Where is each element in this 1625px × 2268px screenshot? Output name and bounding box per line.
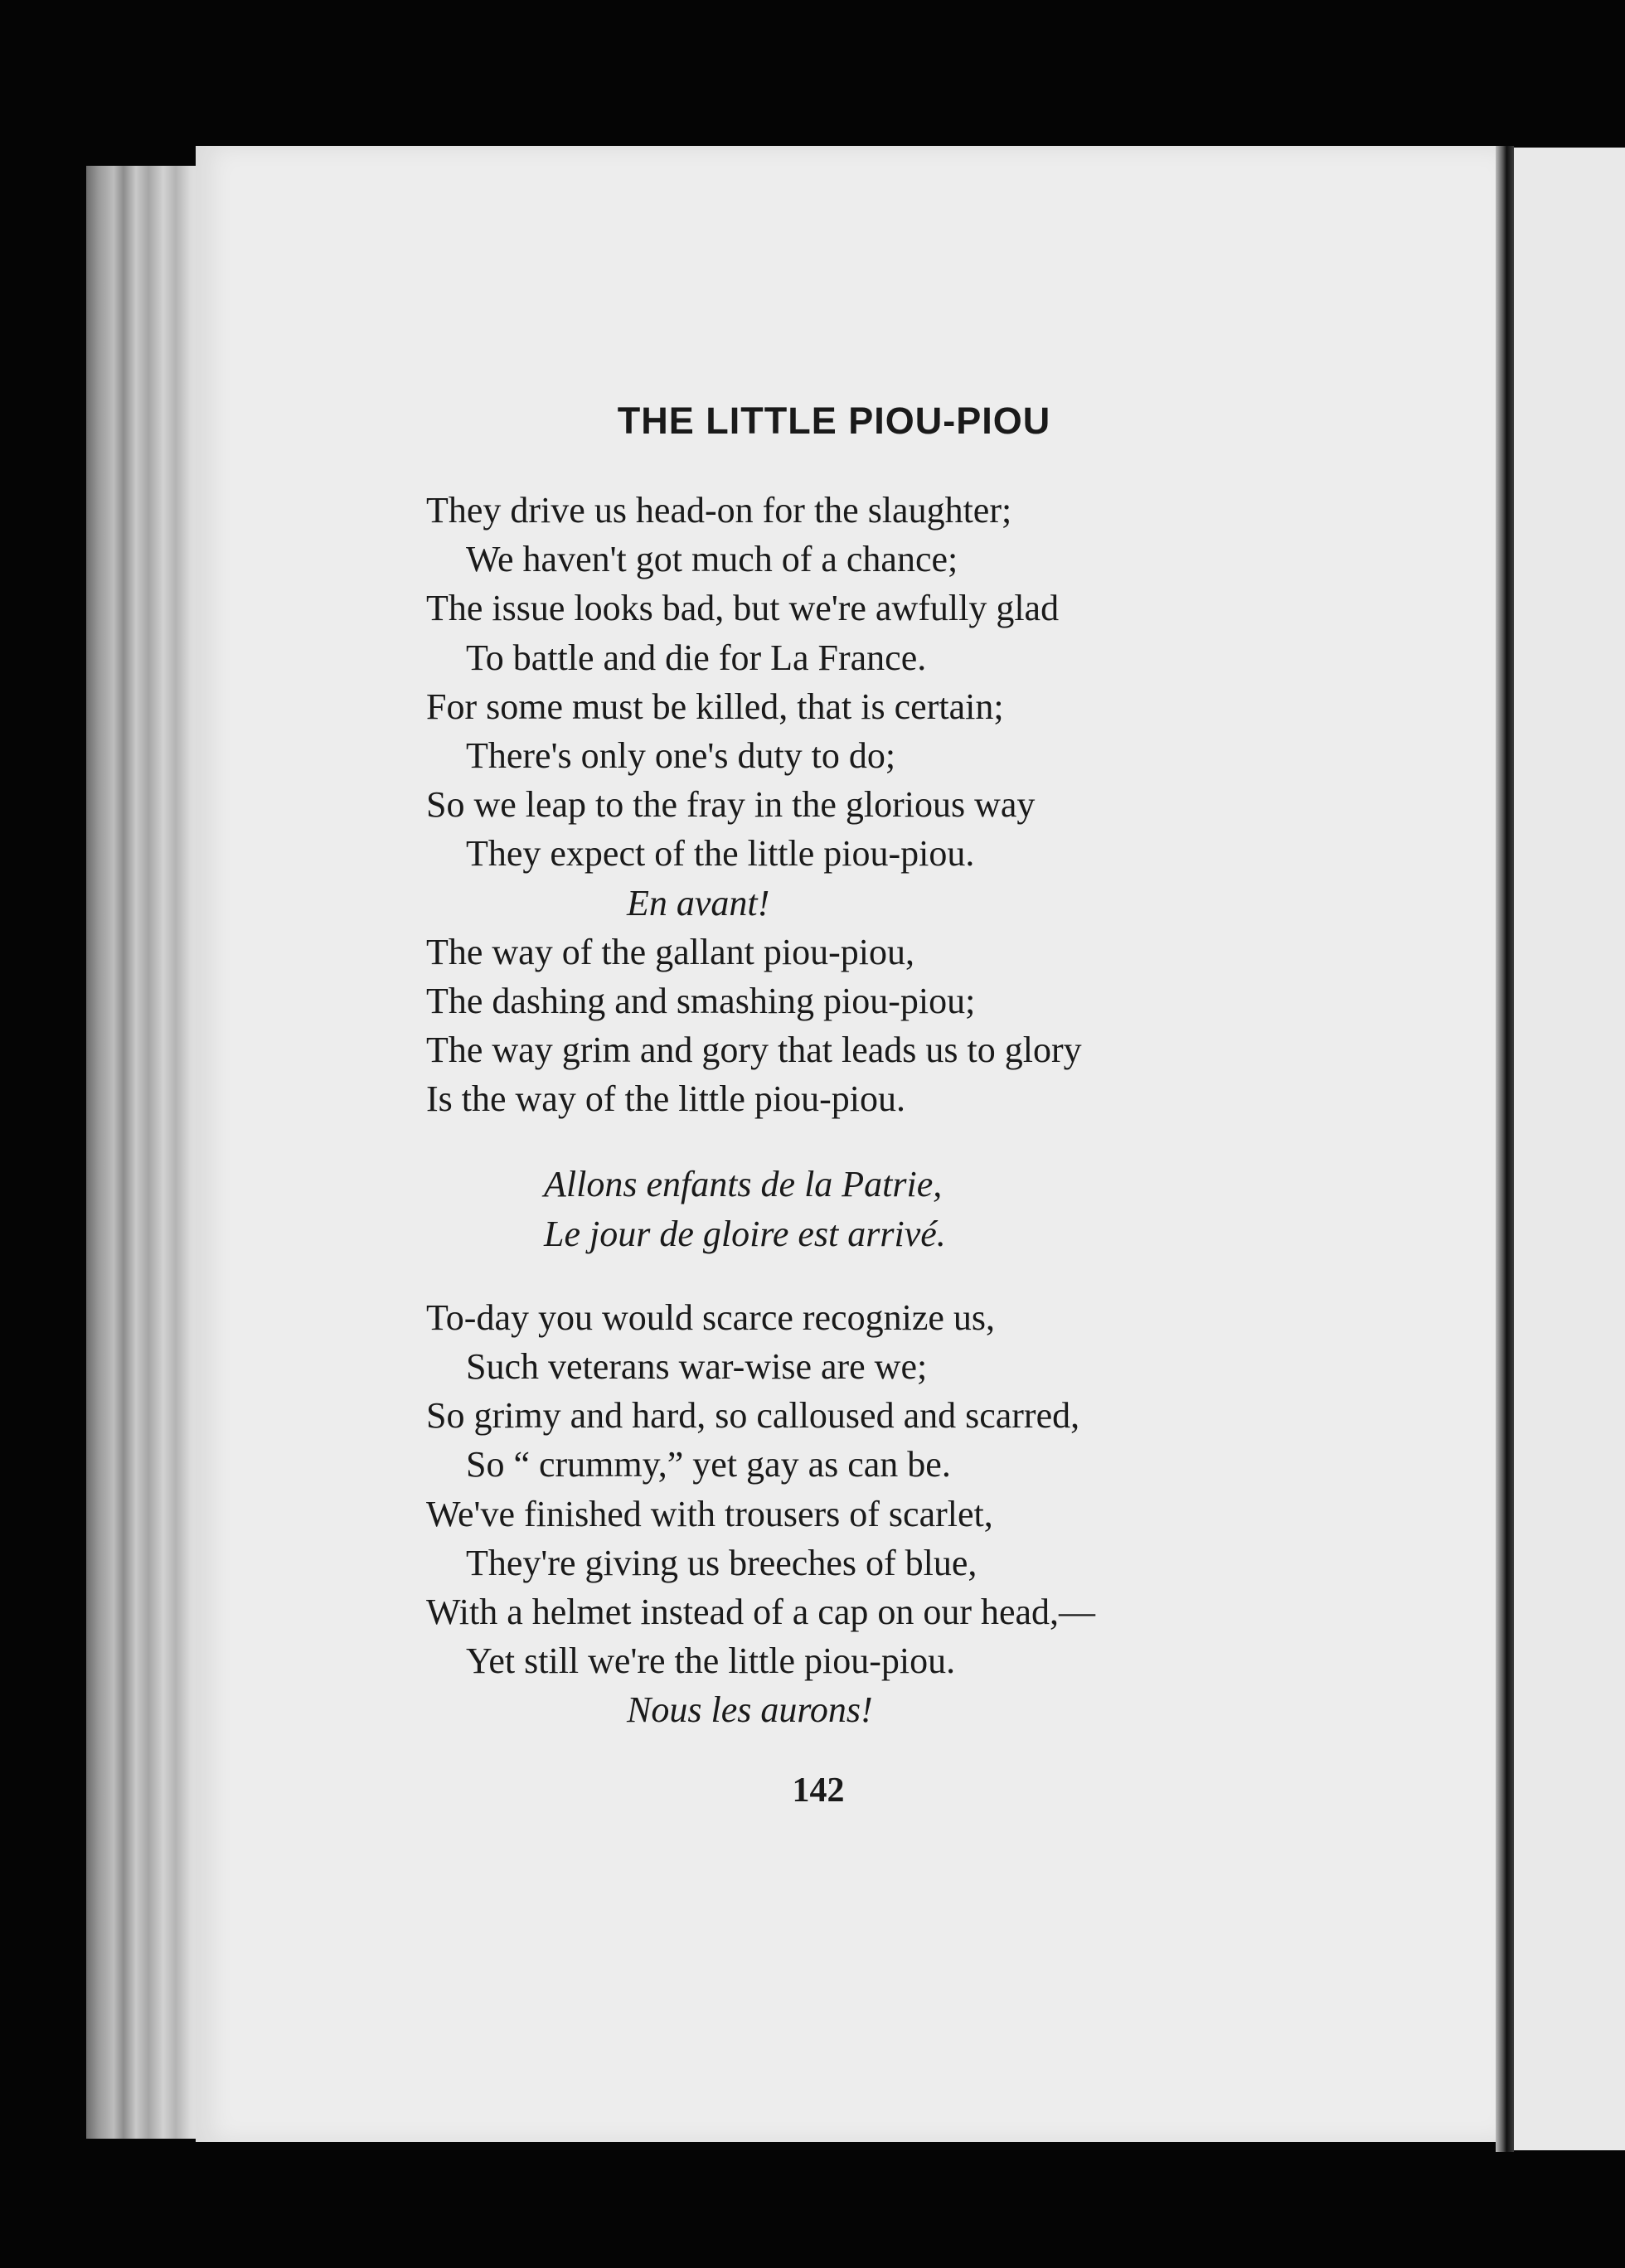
poem-line: So we leap to the fray in the glorious way xyxy=(426,784,1036,826)
poem-line: They expect of the little piou-piou. xyxy=(466,833,975,875)
poem-line: To battle and die for La France. xyxy=(466,637,927,678)
stanza-break xyxy=(426,1123,1338,1160)
chorus-line: The dashing and smashing piou-piou; xyxy=(426,980,976,1021)
chorus-line: The way grim and gory that leads us to glory xyxy=(426,1030,1082,1071)
page-edges xyxy=(86,166,211,2139)
poem-line: The issue looks bad, but we're awfully glad xyxy=(426,588,1060,629)
poem-line: To-day you would scarce recognize us, xyxy=(426,1296,995,1338)
marseillaise-line: Allons enfants de la Patrie, xyxy=(544,1164,943,1205)
page-number: 142 xyxy=(792,1771,845,1810)
poem-line: We've finished with trousers of scarlet, xyxy=(426,1493,993,1534)
poem-line: Such veterans war-wise are we; xyxy=(466,1346,928,1387)
poem-line: There's only one's duty to do; xyxy=(466,734,896,776)
stanza-break xyxy=(426,1258,1338,1293)
marseillaise-line: Le jour de gloire est arrivé. xyxy=(544,1213,946,1254)
poem-line: So grimy and hard, so calloused and scarred, xyxy=(426,1395,1080,1437)
poem-line: So “ crummy,” yet gay as can be. xyxy=(466,1444,951,1485)
facing-page-edge xyxy=(1514,148,1625,2150)
poem-line: Yet still we're the little piou-piou. xyxy=(466,1640,956,1682)
poem-title: THE LITTLE PIOU-PIOU xyxy=(617,400,1051,442)
refrain-line: En avant! xyxy=(627,882,770,923)
poem-line: We haven't got much of a chance; xyxy=(466,539,958,580)
chorus-line: Is the way of the little piou-piou. xyxy=(426,1078,905,1120)
poem-line: For some must be killed, that is certain; xyxy=(426,686,1004,727)
poem-body xyxy=(426,486,1338,1735)
refrain-line: Nous les aurons! xyxy=(627,1689,873,1731)
poem-line: They drive us head-on for the slaughter; xyxy=(426,490,1012,531)
page-gutter xyxy=(1496,146,1514,2152)
chorus-line: The way of the gallant piou-piou, xyxy=(426,931,914,972)
poem-line: With a helmet instead of a cap on our head,— xyxy=(426,1591,1096,1632)
poem-line: They're giving us breeches of blue, xyxy=(466,1542,977,1583)
